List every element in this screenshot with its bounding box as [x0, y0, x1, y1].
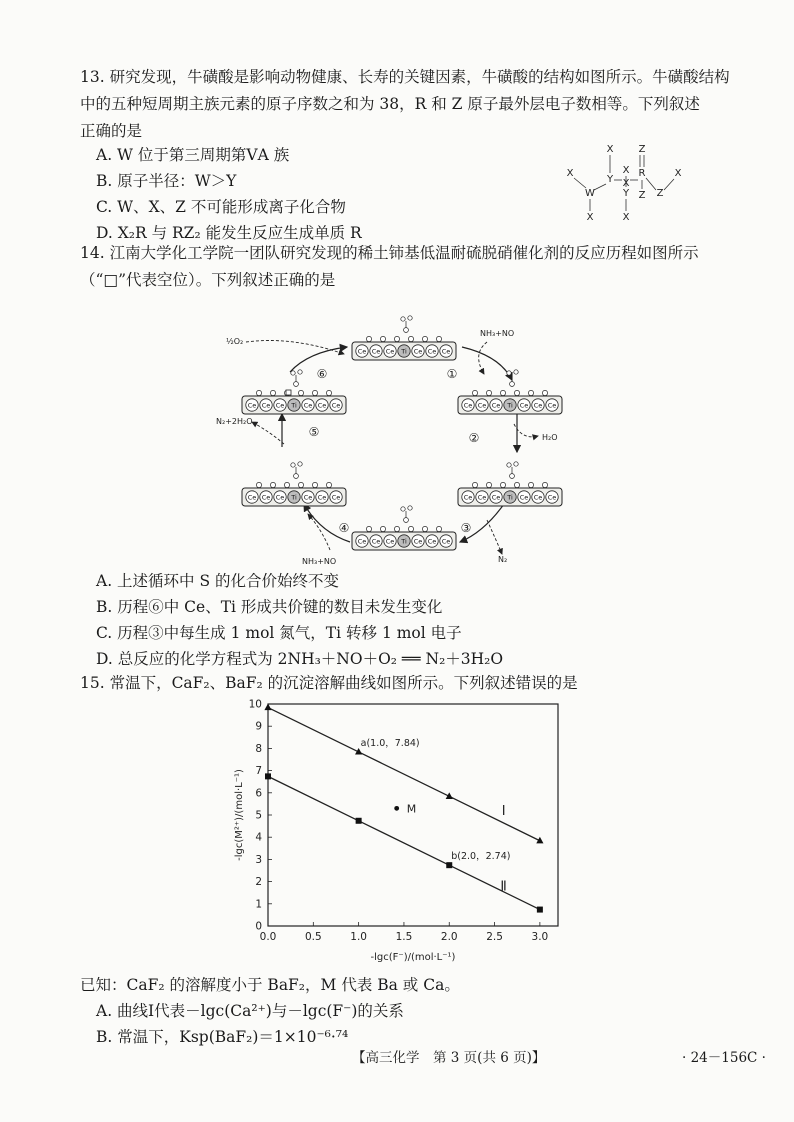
atom-symbol: Ce [385, 537, 395, 546]
oxygen-atom [408, 316, 412, 320]
oxygen-atom [422, 526, 427, 531]
atom-symbol: Ce [477, 493, 487, 502]
nh3-no-bottom-label: NH₃+NO [302, 557, 337, 566]
oxygen-atom [542, 482, 547, 487]
oxygen-atom [507, 463, 511, 467]
atom-label: Z [638, 144, 646, 155]
oxygen-atom [326, 482, 331, 487]
atom-label: R [638, 168, 646, 179]
series-line [268, 708, 540, 841]
point-m-label: M [406, 802, 417, 816]
y-tick-label: 3 [255, 853, 262, 866]
y-tick-label: 10 [248, 698, 262, 711]
oxygen-atom [436, 526, 441, 531]
atom-symbol: Ti [291, 401, 297, 410]
atom-symbol: Ce [533, 401, 543, 410]
atom-label: Z [638, 190, 646, 201]
catalyst-surface [458, 462, 562, 506]
oxygen-atom [528, 482, 533, 487]
x-tick-label: 3.0 [531, 931, 549, 943]
q14-options [96, 568, 576, 672]
x-tick-label: 1.0 [350, 931, 367, 943]
oxygen-atom [436, 336, 441, 341]
vacancy-square [286, 390, 291, 395]
oxygen-atom [472, 390, 477, 395]
data-point [446, 862, 452, 868]
y-tick-label: 5 [255, 809, 262, 822]
oxygen-atom [408, 506, 412, 510]
y-tick-label: 1 [255, 898, 262, 911]
atom-symbol: Ce [357, 347, 367, 356]
q13-option-d[interactable]: D. X₂R 与 RZ₂ 能发生反应生成单质 R [96, 224, 362, 242]
oxygen-atom [401, 317, 405, 321]
oxygen-atom [380, 336, 385, 341]
oxygen-atom [291, 463, 295, 467]
atom-symbol: Ce [261, 401, 271, 410]
catalyst-surface [352, 506, 456, 550]
atom-symbol: Ce [317, 401, 327, 410]
x-tick-label: 2.0 [440, 931, 458, 943]
q15-known [80, 972, 730, 999]
q13-line2: 中的五种短周期主族元素的原子序数之和为 38，R 和 Z 原子最外层电子数相等。下列叙述 [80, 95, 700, 113]
oxygen-atom [270, 482, 275, 487]
q13-line3: 正确的是 [80, 122, 143, 140]
oxygen-atom [394, 526, 399, 531]
step-2-label: ② [468, 431, 480, 445]
data-point [356, 818, 362, 824]
n2-h2o-label: N₂+2H₂O [216, 417, 253, 426]
oxygen-atom [366, 526, 371, 531]
atom-symbol: Ce [261, 493, 271, 502]
x-tick-label: 1.5 [395, 931, 413, 943]
oxygen-atom [500, 482, 505, 487]
atom-symbol: Ce [427, 347, 437, 356]
footer-page-info: 【高三化学 第 3 页(共 6 页)】 [352, 1050, 546, 1066]
atom-symbol: Ce [463, 493, 473, 502]
atom-symbol: Ce [331, 493, 341, 502]
atom-symbol: Ti [401, 537, 407, 546]
q15-option-a[interactable]: A. 曲线Ⅰ代表－lgc(Ca²⁺)与－lgc(F⁻)的关系 [96, 1002, 404, 1020]
atom-symbol: Ce [477, 401, 487, 410]
atom-symbol: Ce [303, 493, 313, 502]
atom-symbol: Ce [275, 493, 285, 502]
oxygen-atom [486, 482, 491, 487]
sulfur-atom [510, 474, 515, 479]
y-tick-label: 7 [255, 765, 262, 778]
x-tick-label: 0.5 [304, 931, 322, 943]
atom-symbol: Ce [441, 347, 451, 356]
atom-label: W [585, 188, 595, 199]
atom-symbol: Ce [547, 401, 557, 410]
y-tick-label: 9 [255, 720, 262, 733]
atom-label: Z [656, 188, 664, 199]
oxygen-atom [291, 371, 295, 375]
data-point [537, 907, 543, 913]
atom-symbol: Ti [507, 493, 513, 502]
atom-symbol: Ce [463, 401, 473, 410]
oxygen-atom [401, 507, 405, 511]
step-4-label: ④ [338, 521, 350, 535]
atom-symbol: Ce [519, 493, 529, 502]
atom-label: X [622, 178, 630, 189]
atom-symbol: Ti [291, 493, 297, 502]
atom-label: X [622, 165, 630, 176]
oxygen-atom [298, 370, 302, 374]
atom-label: X [566, 168, 574, 179]
solubility-chart [228, 696, 568, 976]
atom-symbol: Ce [533, 493, 543, 502]
x-tick-label: 2.5 [486, 931, 503, 943]
oxygen-atom [408, 336, 413, 341]
oxygen-atom [500, 390, 505, 395]
atom-label: X [586, 212, 594, 223]
y-tick-label: 8 [255, 742, 262, 755]
series-name-label: Ⅰ [501, 804, 506, 819]
atom-symbol: Ce [247, 493, 257, 502]
oxygen-atom [408, 526, 413, 531]
o2-label: ½O₂ [226, 337, 244, 346]
oxygen-atom [256, 482, 261, 487]
atom-symbol: Ti [507, 401, 513, 410]
catalyst-surface [242, 462, 346, 506]
oxygen-atom [394, 336, 399, 341]
atom-symbol: Ce [331, 401, 341, 410]
q13-option-c[interactable]: C. W、X、Z 不可能形成离子化合物 [96, 198, 346, 216]
q14-line1: 14. 江南大学化工学院一团队研究发现的稀土铈基低温耐硫脱硝催化剂的反应历程如图所示 [80, 244, 699, 262]
q15-known-text: 已知：CaF₂ 的溶解度小于 BaF₂，M 代表 Ba 或 Ca。 [80, 976, 460, 994]
atom-symbol: Ce [441, 537, 451, 546]
oxygen-atom [514, 370, 518, 374]
oxygen-atom [380, 526, 385, 531]
q13-line1: 13. 研究发现，牛磺酸是影响动物健康、长寿的关键因素，牛磺酸的结构如图所示。牛磺酸结构 [80, 68, 730, 86]
sulfur-atom [510, 382, 515, 387]
atom-symbol: Ce [275, 401, 285, 410]
y-axis-label: -lgc(M²⁺)/(mol·L⁻¹) [234, 769, 245, 861]
oxygen-atom [298, 390, 303, 395]
oxygen-atom [366, 336, 371, 341]
q14-option-b[interactable]: B. 历程⑥中 Ce、Ti 形成共价键的数目未发生变化 [96, 598, 443, 616]
q14-option-c[interactable]: C. 历程③中每生成 1 mol 氮气，Ti 转移 1 mol 电子 [96, 624, 462, 642]
oxygen-atom [528, 390, 533, 395]
oxygen-atom [298, 482, 303, 487]
oxygen-atom [514, 390, 519, 395]
step-3-label: ③ [460, 521, 472, 535]
oxygen-atom [514, 462, 518, 466]
q14-line2: （“□”代表空位）。下列叙述正确的是 [80, 271, 336, 289]
oxygen-atom [256, 390, 261, 395]
sulfur-atom [404, 518, 409, 523]
series-name-label: Ⅱ [500, 879, 507, 895]
q13-option-b[interactable]: B. 原子半径：W＞Y [96, 172, 237, 190]
nh3-no-top-label: NH₃+NO [480, 329, 515, 338]
q15-line1: 15. 常温下，CaF₂、BaF₂ 的沉淀溶解曲线如图所示。下列叙述错误的是 [80, 674, 578, 692]
h2o-label: H₂O [542, 433, 558, 442]
catalyst-surface [242, 370, 346, 414]
atom-label: X [622, 212, 630, 223]
atom-symbol: Ce [247, 401, 257, 410]
y-tick-label: 6 [255, 787, 262, 800]
atom-symbol: Ce [371, 347, 381, 356]
atom-symbol: Ce [427, 537, 437, 546]
oxygen-atom [507, 371, 511, 375]
x-tick-label: 0.0 [259, 931, 277, 943]
oxygen-atom [326, 390, 331, 395]
step-5-label: ⑤ [308, 425, 320, 439]
atom-symbol: Ce [413, 537, 423, 546]
catalyst-surface [352, 316, 456, 360]
data-point [265, 773, 271, 779]
atom-label: Y [622, 188, 630, 199]
atom-label: X [606, 144, 614, 155]
sulfur-atom [404, 328, 409, 333]
point-m [394, 806, 399, 811]
atom-symbol: Ce [547, 493, 557, 502]
footer-code: · 24－156C · [682, 1050, 766, 1066]
annotation-label: a(1.0，7.84) [360, 737, 420, 749]
oxygen-atom [422, 336, 427, 341]
taurine-structure [560, 140, 700, 232]
oxygen-atom [486, 390, 491, 395]
n2-label: N₂ [498, 555, 508, 564]
x-axis-label: -lgc(F⁻)/(mol·L⁻¹) [370, 952, 456, 963]
atom-label: X [674, 168, 682, 179]
atom-symbol: Ce [385, 347, 395, 356]
question-15 [80, 670, 730, 697]
step-1-label: ① [446, 367, 458, 381]
atom-label: Y [606, 174, 614, 185]
oxygen-atom [514, 482, 519, 487]
q13-options [96, 142, 556, 246]
q13-option-a[interactable]: A. W 位于第三周期第ⅤA 族 [96, 146, 290, 164]
oxygen-atom [312, 390, 317, 395]
question-14 [80, 240, 730, 294]
atom-symbol: Ce [413, 347, 423, 356]
q15-options [96, 998, 556, 1050]
oxygen-atom [270, 390, 275, 395]
atom-symbol: Ti [401, 347, 407, 356]
oxygen-atom [298, 462, 302, 466]
atom-symbol: Ce [491, 401, 501, 410]
oxygen-atom [542, 390, 547, 395]
step-6-label: ⑥ [316, 367, 328, 381]
oxygen-atom [312, 482, 317, 487]
atom-symbol: Ce [371, 537, 381, 546]
atom-symbol: Ce [519, 401, 529, 410]
catalyst-cycle-diagram [212, 292, 592, 572]
atom-symbol: Ce [357, 537, 367, 546]
atom-symbol: Ce [317, 493, 327, 502]
q14-option-d[interactable]: D. 总反应的化学方程式为 2NH₃＋NO＋O₂ ══ N₂＋3H₂O [96, 650, 504, 668]
series-line [268, 776, 540, 909]
sulfur-atom [294, 474, 299, 479]
y-tick-label: 2 [255, 876, 262, 889]
q15-option-b[interactable]: B. 常温下，Ksp(BaF₂)＝1×10⁻⁶·⁷⁴ [96, 1028, 349, 1046]
y-tick-label: 4 [255, 831, 262, 844]
q14-option-a[interactable]: A. 上述循环中 S 的化合价始终不变 [96, 572, 340, 590]
atom-symbol: Ce [491, 493, 501, 502]
atom-symbol: Ce [303, 401, 313, 410]
question-13 [80, 64, 730, 145]
oxygen-atom [472, 482, 477, 487]
annotation-label: b(2.0，2.74) [451, 851, 511, 863]
oxygen-atom [284, 482, 289, 487]
y-tick-label: 0 [255, 920, 262, 933]
sulfur-atom [294, 382, 299, 387]
